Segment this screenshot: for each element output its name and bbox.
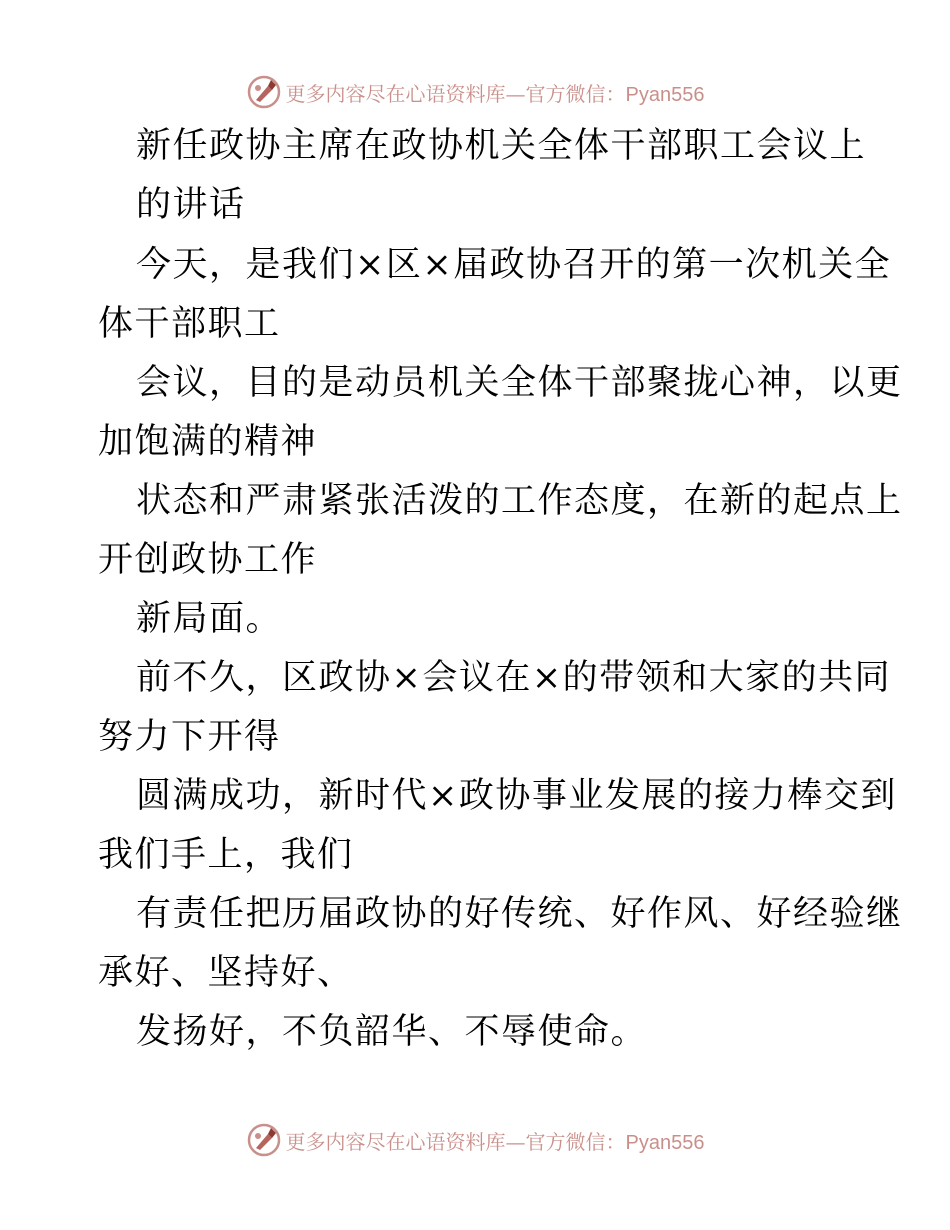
watermark-text: 更多内容尽在心语资料库—官方微信：Pyan556	[285, 1129, 705, 1154]
title-line-1: 新任政协主席在政协机关全体干部职工会议上	[136, 126, 867, 166]
paragraph-line: 加饱满的精神	[98, 422, 318, 462]
watermark-id: Pyan556	[625, 83, 705, 106]
paragraph-line: 圆满成功，新时代×政协事业发展的接力棒交到	[136, 776, 897, 816]
paragraph-line: 会议，目的是动员机关全体干部聚拢心神，以更	[136, 363, 903, 403]
pen-nib-logo-icon	[246, 1122, 282, 1158]
paragraph-line: 承好、坚持好、	[98, 953, 354, 993]
paragraph-line: 前不久，区政协×会议在×的带领和大家的共同	[136, 658, 892, 698]
paragraph-line: 努力下开得	[98, 717, 281, 757]
paragraph-line: 状态和严肃紧张活泼的工作态度，在新的起点上	[136, 481, 903, 521]
paragraph-line: 新局面。	[136, 599, 283, 639]
paragraph-line: 今天，是我们×区×届政协召开的第一次机关全	[136, 245, 892, 285]
paragraph-line: 体干部职工	[98, 304, 281, 344]
pen-nib-logo-icon	[246, 74, 282, 110]
paragraph-line: 有责任把历届政协的好传统、好作风、好经验继	[136, 894, 903, 934]
footer-watermark	[0, 1120, 950, 1160]
paragraph-line: 开创政协工作	[98, 540, 318, 580]
paragraph-line: 我们手上，我们	[98, 835, 354, 875]
paragraph-line: 发扬好，不负韶华、不辱使命。	[136, 1012, 648, 1052]
watermark-id: Pyan556	[625, 1131, 705, 1154]
title-line-2: 的讲话	[136, 185, 246, 225]
watermark-text: 更多内容尽在心语资料库—官方微信：Pyan556	[285, 81, 705, 106]
header-watermark	[0, 72, 950, 112]
